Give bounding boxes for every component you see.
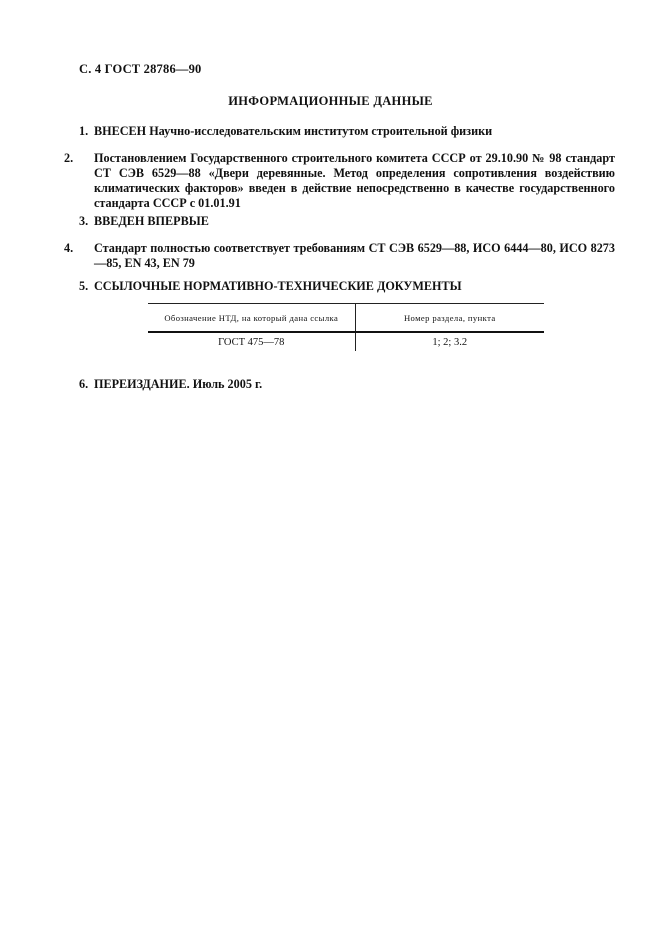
info-item-6 bbox=[79, 377, 615, 392]
item-number: 6. bbox=[79, 377, 89, 391]
info-item-4 bbox=[64, 241, 615, 271]
info-item-1 bbox=[79, 124, 615, 139]
column-header-document: Обозначение НТД, на который дана ссылка bbox=[148, 304, 355, 333]
item-text: ВВЕДЕН ВПЕРВЫЕ bbox=[94, 214, 209, 228]
page-header: С. 4 ГОСТ 28786—90 bbox=[79, 62, 202, 76]
item-text: ССЫЛОЧНЫЕ НОРМАТИВНО-ТЕХНИЧЕСКИЕ ДОКУМЕНТЫ bbox=[94, 279, 462, 293]
item-text: ВНЕСЕН Научно-исследовательским институтом строительной физики bbox=[94, 124, 493, 138]
item-text: Постановлением Государственного строительного комитета СССР от 29.10.90 № 98 стандарт СТ СЭВ 6529—88 «Двери деревянные. Метод определения сопротивления воздействию климатических факторов» введен в действие непосредственно в качестве государственного стандарта СССР с 01.01.91 bbox=[94, 151, 615, 210]
item-text: Стандарт полностью соответствует требованиям СТ СЭВ 6529—88, ИСО 6444—80, ИСО 8273—85, EN 43, EN 79 bbox=[94, 241, 615, 270]
info-item-3 bbox=[79, 214, 615, 229]
table-cell-section: 1; 2; 3.2 bbox=[432, 336, 468, 348]
section-title: ИНФОРМАЦИОННЫЕ ДАННЫЕ bbox=[228, 94, 433, 108]
column-header-section: Номер раздела, пункта bbox=[355, 304, 544, 333]
item-number: 1. bbox=[79, 124, 89, 138]
table-header-row bbox=[148, 304, 544, 333]
item-number: 5. bbox=[79, 279, 89, 293]
item-number: 3. bbox=[79, 214, 89, 228]
table-row bbox=[148, 332, 544, 351]
info-item-2 bbox=[64, 151, 615, 211]
item-number: 4. bbox=[64, 241, 74, 255]
item-number: 2. bbox=[64, 151, 74, 165]
reference-documents-table bbox=[148, 303, 544, 351]
info-item-5 bbox=[79, 279, 615, 294]
item-text: ПЕРЕИЗДАНИЕ. Июль 2005 г. bbox=[94, 377, 263, 391]
table-cell-document: ГОСТ 475—78 bbox=[148, 332, 355, 351]
